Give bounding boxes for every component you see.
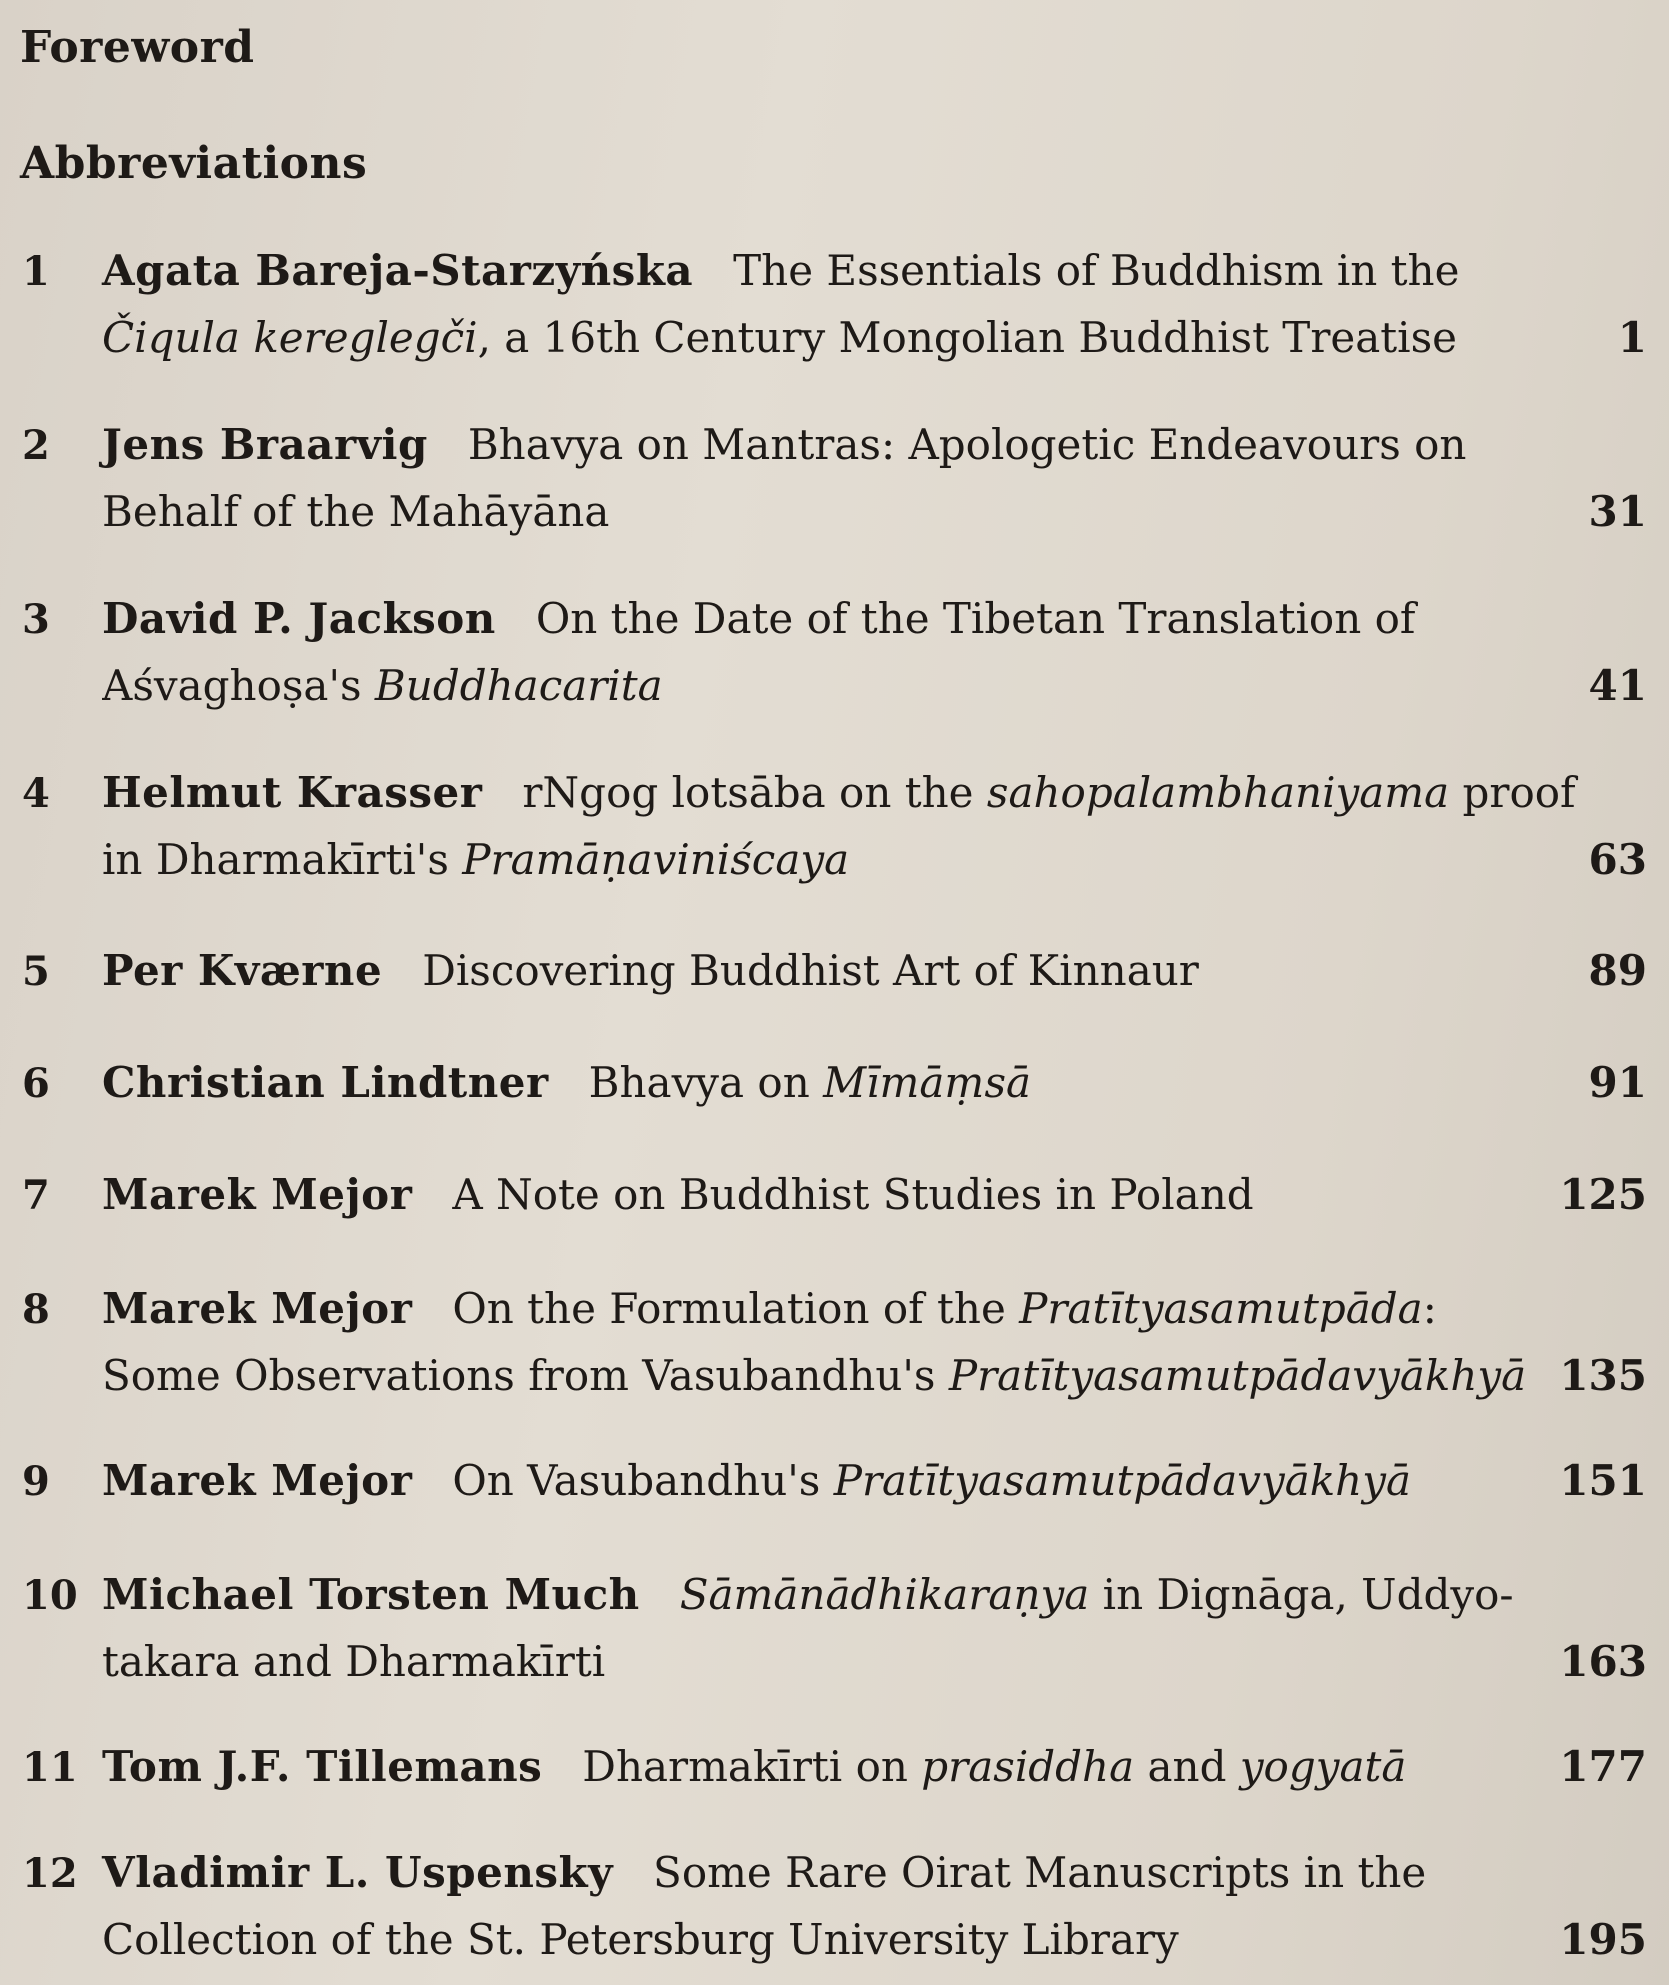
entry-title-italic: Mīmāṃsā [823,1058,1032,1107]
entry-title-rest: in Dignāga, Uddyo- [1089,1570,1514,1619]
toc-entry-1 [22,238,1647,371]
entry-title-cont: Collection of the St. Petersburg University Library [102,1915,1179,1964]
entry-title-plain: Bhavya on [588,1058,824,1107]
entry-title-rest: , a 16th Century Mongolian Buddhist Treatise [477,313,1458,362]
entry-author: Helmut Krasser [102,768,483,817]
toc-entry-3 [22,586,1647,719]
entry-title-plain: in Dharmakīrti's [102,835,463,884]
entry-title [680,1562,1647,1628]
entry-title-plain: Some Observations from Vasubandhu's [102,1351,949,1400]
toc-entry-2 [22,412,1647,545]
entry-title-italic: Buddhacarita [374,661,663,710]
entry-title [452,1448,1539,1514]
entry-page-number: 63 [1588,835,1647,884]
entry-title-italic: Pratītyasamutpādavyākhyā [833,1456,1411,1505]
entry-title-plain: Aśvaghoṣa's [102,661,375,710]
entry-title-rest: proof [1449,768,1576,817]
toc-entry-7 [22,1162,1647,1229]
entry-page-number: 1 [1617,313,1647,362]
entry-number: 10 [22,1572,78,1619]
entry-title-cont [102,305,1547,371]
entry-number: 6 [22,1060,50,1107]
toc-entry-12 [22,1840,1647,1973]
entry-page-number: 163 [1559,1637,1647,1686]
entry-title-italic: Čiqula kereglegči [102,313,478,362]
entry-author: Marek Mejor [102,1284,413,1333]
entry-number: 5 [22,948,50,995]
entry-number: 4 [22,770,50,817]
toc-entry-11 [22,1734,1647,1801]
entry-author: Christian Lindtner [102,1058,549,1107]
entry-author: Agata Bareja-Starzyńska [102,246,694,295]
entry-page-number: 195 [1559,1915,1647,1964]
entry-title-italic: prasiddha [921,1742,1135,1791]
entry-page-number: 91 [1588,1058,1647,1107]
entry-title [582,1734,1539,1800]
toc-entry-5 [22,938,1647,1005]
entry-title-italic: Pratītyasamutpāda [1019,1284,1423,1333]
entry-author: Tom J.F. Tillemans [102,1742,543,1791]
entry-title: Discovering Buddhist Art of Kinnaur [422,946,1199,995]
entry-title: Some Rare Oirat Manuscripts in the [653,1848,1427,1897]
foreword-heading: Foreword [20,22,255,73]
entry-title-mid: and [1134,1742,1240,1791]
toc-entry-8 [22,1276,1647,1409]
entry-title-italic: sahopalambhaniyama [986,768,1450,817]
entry-title-plain: rNgog lotsāba on the [522,768,987,817]
entry-title: A Note on Buddhist Studies in Poland [452,1170,1254,1219]
toc-entry-4 [22,760,1647,893]
toc-entry-9 [22,1448,1647,1515]
entry-author: Marek Mejor [102,1170,413,1219]
entry-page-number: 31 [1588,487,1647,536]
entry-author: Marek Mejor [102,1456,413,1505]
entry-page-number: 89 [1588,946,1647,995]
entry-page-number: 125 [1559,1170,1647,1219]
entry-number: 11 [22,1744,78,1791]
entry-page-number: 177 [1559,1742,1647,1791]
entry-author: Michael Torsten Much [102,1570,640,1619]
entry-page-number: 41 [1588,661,1647,710]
toc-entry-6 [22,1050,1647,1117]
entry-title-plain: On the Formulation of the [452,1284,1020,1333]
entry-title [452,1276,1647,1342]
entry-title-italic: Sāmānādhikaraṇya [679,1570,1090,1619]
entry-title-plain: Dharmakīrti on [582,1742,922,1791]
entry-title-cont: Behalf of the Mahāyāna [102,487,610,536]
entry-number: 1 [22,248,50,295]
entry-number: 8 [22,1286,50,1333]
entry-title: The Essentials of Buddhism in the [733,246,1460,295]
entry-title-italic-2: yogyatā [1239,1742,1407,1791]
entry-title-cont: takara and Dharmakīrti [102,1637,606,1686]
entry-title-italic: Pratītyasamutpādavyākhyā [948,1351,1527,1400]
entry-title-rest: : [1422,1284,1437,1333]
abbreviations-heading: Abbreviations [20,138,368,189]
entry-page-number: 135 [1559,1351,1647,1400]
entry-title [589,1050,1547,1116]
entry-number: 3 [22,596,50,643]
entry-title: On the Date of the Tibetan Translation of [535,594,1416,643]
entry-author: Per Kværne [102,946,383,995]
entry-title-italic: Pramāṇaviniścaya [462,835,850,884]
entry-title-cont [102,827,1547,893]
entry-author: Jens Braarvig [102,420,428,469]
entry-author: David P. Jackson [102,594,496,643]
entry-author: Vladimir L. Uspensky [102,1848,614,1897]
entry-title-cont [102,1343,1539,1409]
entry-number: 12 [22,1850,78,1897]
entry-title-cont [102,653,1547,719]
entry-number: 2 [22,422,50,469]
entry-number: 7 [22,1172,50,1219]
entry-title: Bhavya on Mantras: Apologetic Endeavours on [467,420,1467,469]
entry-page-number: 151 [1559,1456,1647,1505]
entry-title-plain: On Vasubandhu's [452,1456,834,1505]
entry-title [522,760,1647,826]
toc-entry-10 [22,1562,1647,1695]
entry-number: 9 [22,1458,50,1505]
